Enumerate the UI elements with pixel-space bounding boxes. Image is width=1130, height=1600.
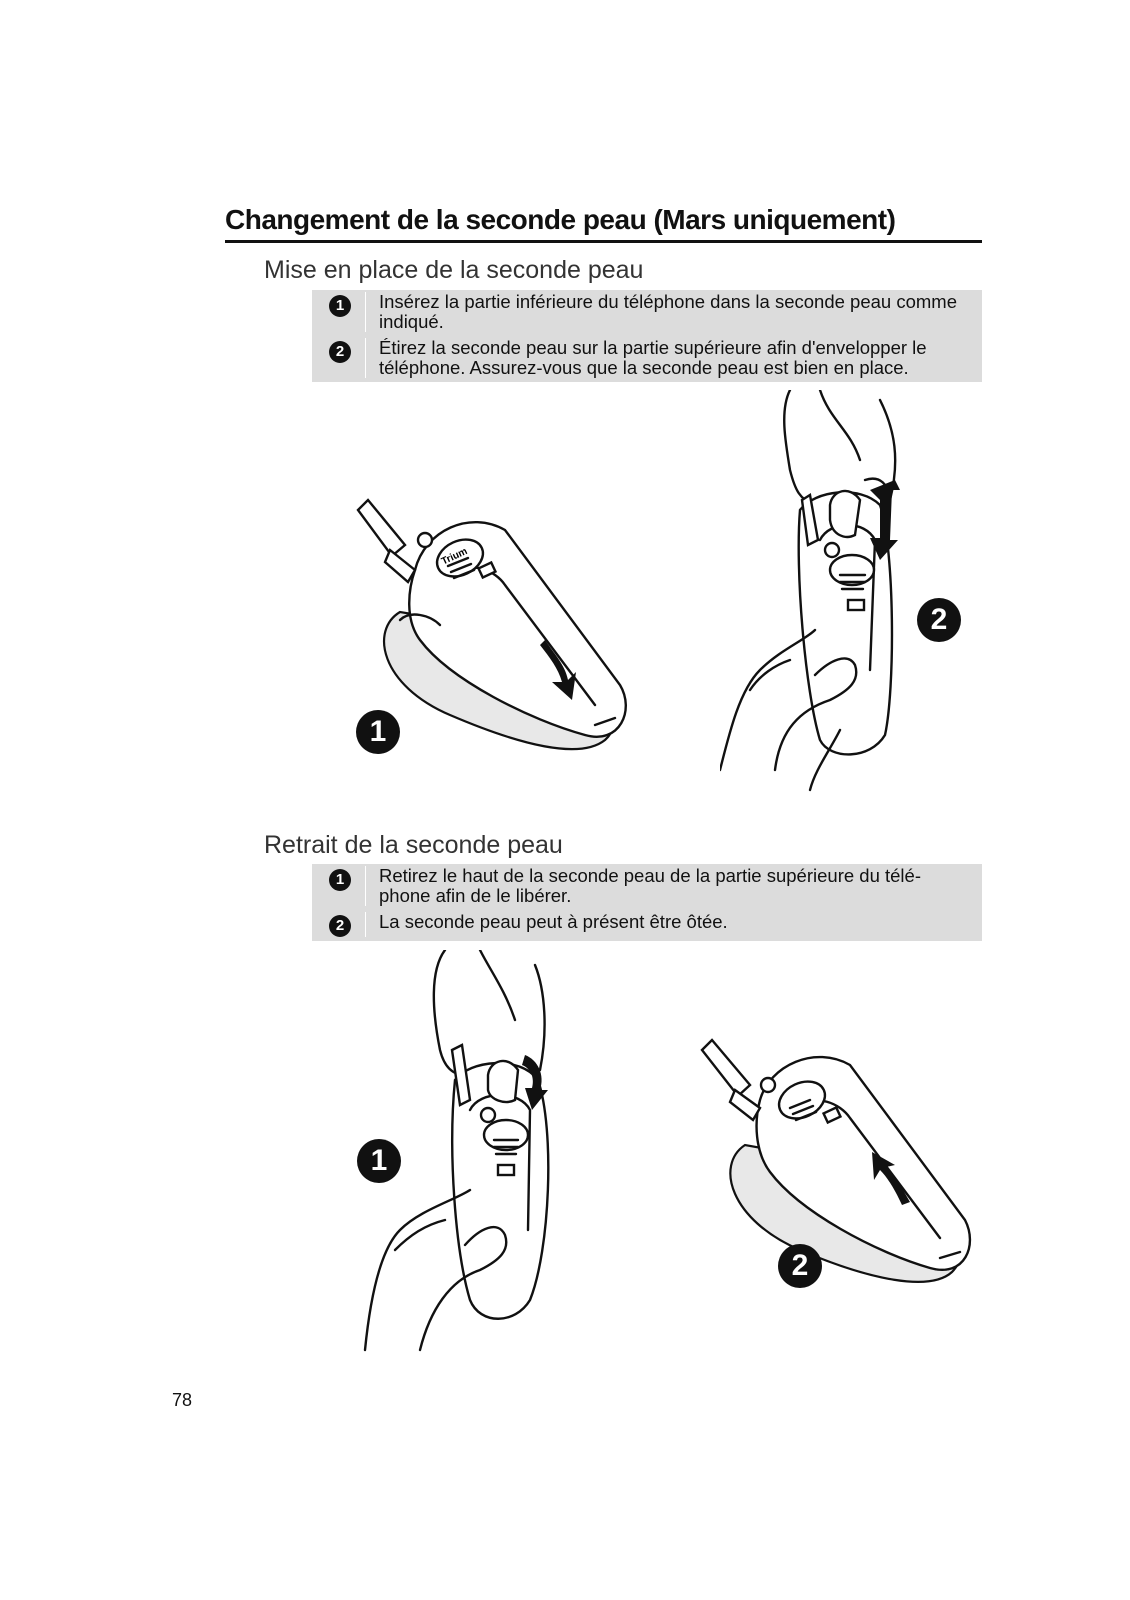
steps-box-install [312,290,982,382]
steps-box-removal [312,864,982,941]
figure-badge: 2 [917,598,961,642]
step-number-badge: 1 [329,869,351,891]
section-heading-install: Mise en place de la seconde peau [264,256,644,284]
step-text: La seconde peau peut à présent être ôtée. [365,912,728,937]
step-item [312,336,982,382]
step-number-badge: 2 [329,341,351,363]
illustration-remove-phone [690,1030,980,1300]
step-text: Étirez la seconde peau sur la partie supérieure afin d'envelopper le téléphone. Assurez-vous que la seconde peau est bien en place. [365,338,972,378]
page-number: 78 [172,1390,193,1410]
figure-badge: 2 [778,1244,822,1288]
step-number-badge: 2 [329,915,351,937]
figure-badge: 1 [356,710,400,754]
step-number-badge: 1 [329,295,351,317]
section-heading-removal: Retrait de la seconde peau [264,831,563,859]
figure-badge: 1 [357,1139,401,1183]
illustration-stretch-skin [720,390,940,810]
step-text: Retirez le haut de la seconde peau de la partie supérieure du télé-phone afin de le libérer. [365,866,972,906]
page-title: Changement de la seconde peau (Mars uniquement) [225,204,982,243]
step-item [312,864,982,910]
trium-logo: Trium [439,545,470,568]
step-text: Insérez la partie inférieure du téléphone dans la seconde peau comme indiqué. [365,292,972,332]
step-item [312,290,982,336]
step-item [312,910,982,941]
